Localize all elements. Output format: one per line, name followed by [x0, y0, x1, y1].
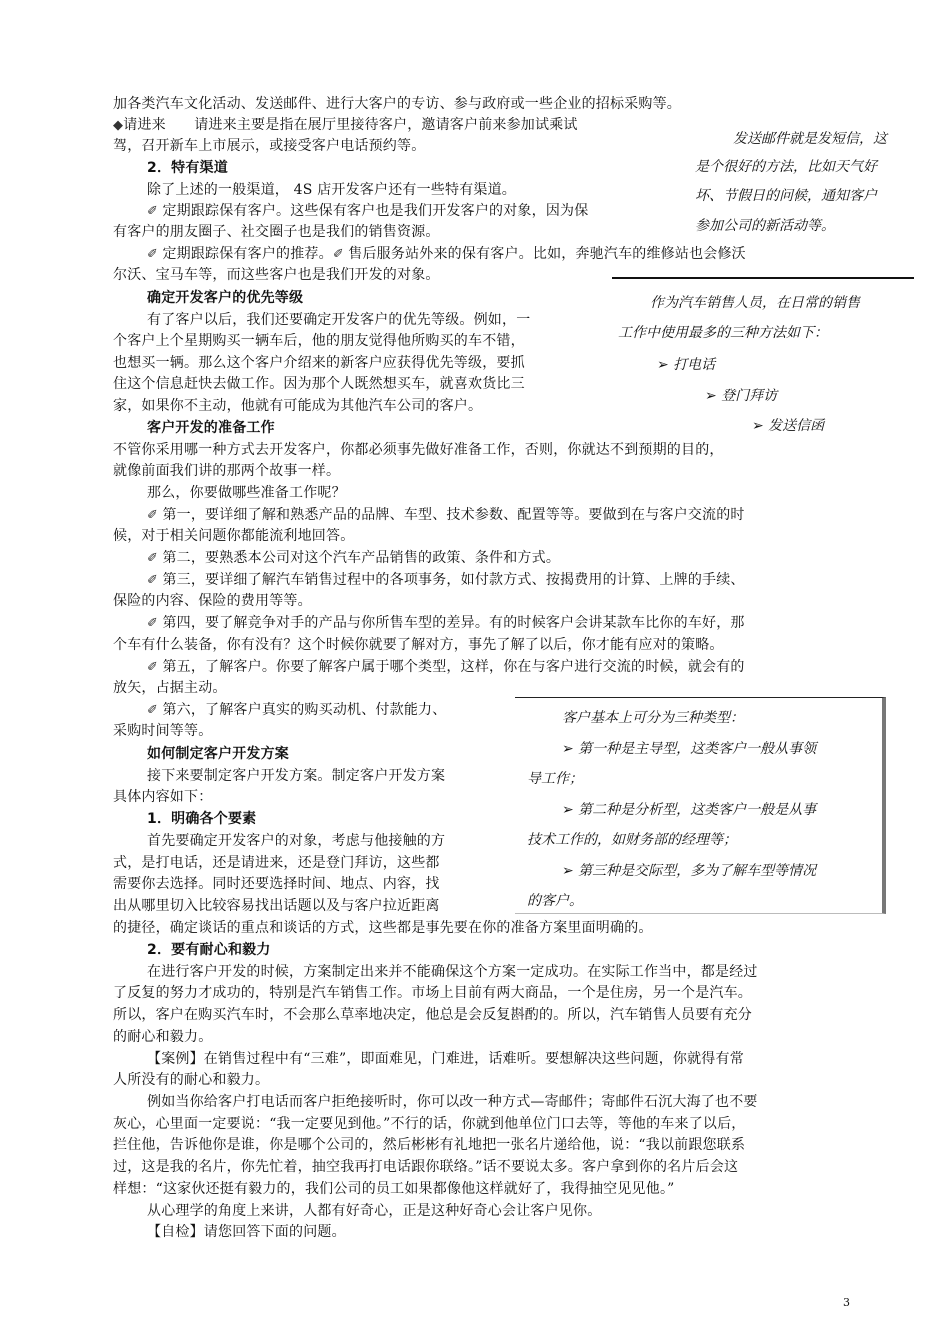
text-line: 【自检】请您回答下面的问题。 — [147, 1224, 346, 1240]
text-line: 从心理学的角度上来讲，人都有好奇心，正是这种好奇心会让客户见你。 — [147, 1203, 602, 1219]
text-line: 候，对于相关问题你都能流利地回答。 — [113, 528, 355, 544]
text-line: 除了上述的一般渠道， 4S 店开发客户还有一些特有渠道。 — [147, 182, 516, 198]
hand-pointer-icon: ✐ — [147, 551, 163, 566]
separator-line — [612, 277, 914, 279]
note-box-line: 导工作； — [527, 771, 583, 787]
section-heading: 2．特有渠道 — [147, 160, 228, 176]
text-line: 放矢，占据主动。 — [113, 680, 227, 696]
margin-note-line: 发送邮件就是发短信，这 — [733, 131, 887, 147]
text-line: 过，这是我的名片，你先忙着，抽空我再打电话跟你联络。”话不要说太多。客户拿到你的名片后会这 — [113, 1159, 739, 1175]
text-line-content: 第二，要熟悉本公司对这个汽车产品销售的政策、条件和方式。 — [162, 550, 561, 566]
margin-note-line: 坏、节假日的问候，通知客户 — [695, 188, 877, 204]
text-line: 家，如果你不主动，他就有可能成为其他汽车公司的客户。 — [113, 398, 483, 414]
text-line: 灰心，心里面一定要说：“我一定要见到他。”不行的话，你就到他单位门口去等，等他的车来了以后， — [113, 1116, 746, 1132]
text-line: 驾，召开新车上市展示，或接受客户电话预约等。 — [113, 138, 426, 154]
hand-pointer-icon: ✐ — [147, 616, 163, 631]
text-line — [147, 657, 745, 678]
note-box-list-item: ➢ 第一种是主导型，这类客户一般从事领 — [562, 741, 817, 757]
text-line: 在进行客户开发的时候，方案制定出来并不能确保这个方案一定成功。在实际工作当中，都是经过 — [147, 964, 758, 980]
text-line: 加各类汽车文化活动、发送邮件、进行大客户的专访、参与政府或一些企业的招标采购等。 — [113, 96, 681, 112]
text-line-content: 第五，了解客户。你要了解客户属于哪个类型，这样，你在与客户进行交流的时候，就会有的 — [162, 659, 745, 675]
note-box-list-item: ➢ 第三种是交际型，多为了解车型等情况 — [562, 863, 817, 879]
margin-note-list-item: ➢ 登门拜访 — [705, 388, 778, 404]
text-line: 所以，客户在购买汽车时，不会那么草率地决定，他总是会反复斟酌的。所以，汽车销售人员要有充分 — [113, 1007, 752, 1023]
text-line — [147, 700, 446, 721]
margin-note-list-item: ➢ 发送信函 — [752, 418, 825, 434]
text-line — [147, 570, 745, 591]
hand-pointer-icon: ✐ — [147, 573, 163, 588]
note-box-line: 客户基本上可分为三种类型： — [562, 710, 744, 726]
text-line: 接下来要制定客户开发方案。制定客户开发方案 — [147, 768, 446, 784]
text-line: 首先要确定开发客户的对象，考虑与他接触的方 — [147, 833, 446, 849]
note-box-line: 技术工作的，如财务部的经理等； — [527, 832, 737, 848]
text-line: 不管你采用哪一种方式去开发客户，你都必须事先做好准备工作，否则，你就达不到预期的目的， — [113, 442, 724, 458]
text-line: 的捷径，确定谈话的重点和谈话的方式，这些都是事先要在你的准备方案里面明确的。 — [113, 920, 653, 936]
margin-note-line: 是个很好的方法，比如天气好 — [695, 159, 877, 175]
margin-note-line: 工作中使用最多的三种方法如下： — [618, 325, 828, 341]
note-box-line: 的客户。 — [527, 893, 583, 909]
text-line: 就像前面我们讲的那两个故事一样。 — [113, 463, 341, 479]
text-line — [147, 613, 745, 634]
text-line — [147, 548, 560, 569]
text-line: 需要你去选择。同时还要选择时间、地点、内容，找 — [113, 876, 440, 892]
hand-pointer-icon: ✐ — [332, 247, 349, 262]
text-line: 也想买一辆。那么这个客户介绍来的新客户应获得优先等级，要抓 — [113, 355, 525, 371]
text-line: 例如当你给客户打电话而客户拒绝接听时，你可以改一种方式—寄邮件；寄邮件石沉大海了也不要 — [147, 1094, 758, 1110]
text-line-content: 定期跟踪保有客户。这些保有客户也是我们开发客户的对象，因为保 — [162, 203, 589, 219]
text-line: 的耐心和毅力。 — [113, 1029, 213, 1045]
margin-note-line: 作为汽车销售人员，在日常的销售 — [650, 295, 860, 311]
text-line-content: 请进来 请进来主要是指在展厅里接待客户，邀请客户前来参加试乘试 — [123, 117, 578, 133]
text-line-content: 第六，了解客户真实的购买动机、付款能力、 — [162, 702, 447, 718]
hand-pointer-icon: ✐ — [147, 247, 163, 262]
margin-note-line: 参加公司的新活动等。 — [695, 218, 835, 234]
text-line: 那么，你要做哪些准备工作呢？ — [147, 485, 346, 501]
hand-pointer-icon: ✐ — [147, 204, 163, 219]
text-line: 尔沃、宝马车等，而这些客户也是我们开发的对象。 — [113, 267, 440, 283]
text-line: 个客户上个星期购买一辆车后，他的朋友觉得他所购买的车不错， — [113, 333, 525, 349]
text-line: 式，是打电话，还是请进来，还是登门拜访，这些都 — [113, 855, 440, 871]
text-line-content: 第四，要了解竞争对手的产品与你所售车型的差异。有的时候客户会讲某款车比你的车好，那 — [162, 615, 745, 631]
text-line — [147, 505, 745, 526]
hand-pointer-icon: ✐ — [147, 508, 163, 523]
section-heading: 客户开发的准备工作 — [147, 420, 275, 436]
text-line-content: 定期跟踪保有客户的推荐。 — [162, 246, 333, 262]
section-heading: 1．明确各个要素 — [147, 811, 257, 827]
text-line: 样想：“这家伙还挺有毅力的，我们公司的员工如果都像他这样就好了，我得抽空见见他。” — [113, 1181, 675, 1197]
text-line: 有客户的朋友圈子、社交圈子也是我们的销售资源。 — [113, 224, 440, 240]
text-line-content: 第三，要详细了解汽车销售过程中的各项事务，如付款方式、按揭费用的计算、上牌的手续、 — [162, 572, 745, 588]
text-line — [113, 115, 578, 136]
text-line-content: 售后服务站外来的保有客户。比如，奔驰汽车的维修站也会修沃 — [348, 246, 746, 262]
text-line: 出从哪里切入比较容易找出话题以及与客户拉近距离 — [113, 898, 440, 914]
section-heading: 确定开发客户的优先等级 — [147, 290, 304, 306]
section-heading: 2．要有耐心和毅力 — [147, 942, 271, 958]
text-line: 拦住他，告诉他你是谁，你是哪个公司的，然后彬彬有礼地把一张名片递给他，说：“我以前跟您联系 — [113, 1137, 746, 1153]
text-line: 住这个信息赶快去做工作。因为那个人既然想买车，就喜欢货比三 — [113, 376, 525, 392]
hand-pointer-icon: ✐ — [147, 660, 163, 675]
hand-pointer-icon: ✐ — [147, 703, 163, 718]
text-line: 保险的内容、保险的费用等等。 — [113, 593, 312, 609]
text-line: 具体内容如下： — [113, 789, 213, 805]
text-line: 个车有什么装备，你有没有？这个时候你就要了解对方，事先了解了以后，你才能有应对的策略。 — [113, 637, 724, 653]
text-line — [147, 201, 588, 222]
text-line: 【案例】在销售过程中有“三难”，即面难见，门难进，话难听。要想解决这些问题，你就得有常 — [147, 1051, 744, 1067]
text-line: 有了客户以后，我们还要确定开发客户的优先等级。例如，一 — [147, 312, 531, 328]
text-line: 了反复的努力才成功的，特别是汽车销售工作。市场上目前有两大商品，一个是住房，另一个是汽车。 — [113, 985, 752, 1001]
page-number: 3 — [843, 1296, 850, 1309]
section-heading: 如何制定客户开发方案 — [147, 746, 289, 762]
text-line — [147, 244, 746, 265]
text-line-content: 第一，要详细了解和熟悉产品的品牌、车型、技术参数、配置等等。要做到在与客户交流的时 — [162, 507, 745, 523]
note-box-list-item: ➢ 第二种是分析型，这类客户一般是从事 — [562, 802, 817, 818]
text-line: 采购时间等等。 — [113, 723, 213, 739]
margin-note-list-item: ➢ 打电话 — [657, 357, 716, 373]
diamond-bullet-icon: ◆ — [113, 118, 124, 133]
text-line: 人所没有的耐心和毅力。 — [113, 1072, 270, 1088]
